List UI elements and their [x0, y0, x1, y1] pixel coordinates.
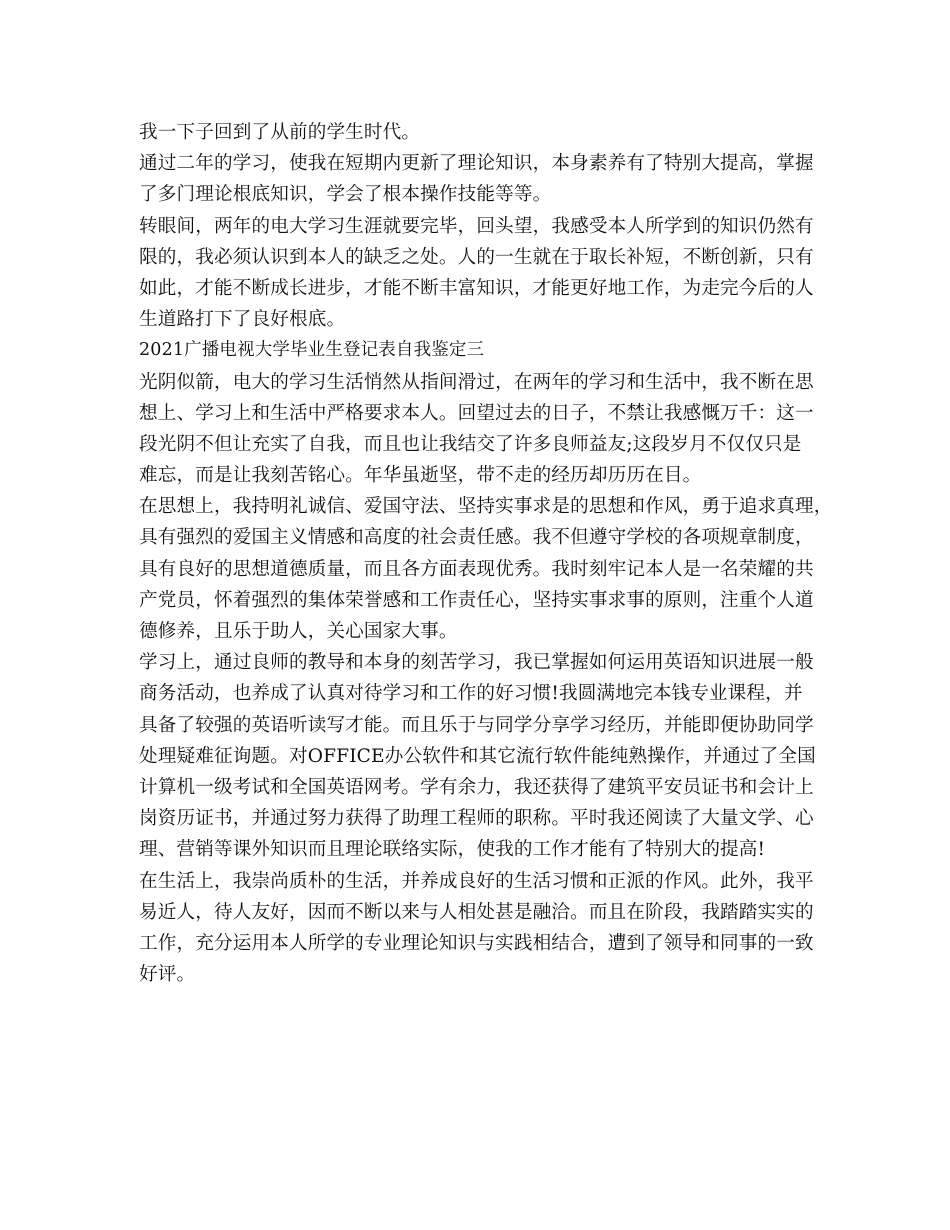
text-line: 德修养，且乐于助人，关心国家大事。 [139, 621, 458, 642]
text-line: 了多门理论根底知识，学会了根本操作技能等等。 [139, 184, 552, 206]
text-line: 段光阴不但让充实了自我，而且也让我结交了许多良师益友;这段岁月不仅仅只是 [139, 433, 802, 455]
text-line: 具有良好的思想道德质量，而且各方面表现优秀。我时刻牢记本人是一名荣耀的共 [139, 558, 814, 580]
text-line: 通过二年的学习，使我在短期内更新了理论知识，本身素养有了特别大提高，掌握 [139, 153, 814, 175]
text-line: 产党员，怀着强烈的集体荣誉感和工作责任心，坚持实事求事的原则，注重个人道 [139, 589, 814, 611]
text-line: 具有强烈的爱国主义情感和高度的社会责任感。我不但遵守学校的各项规章制度， [139, 527, 814, 549]
text-line: 商务活动，也养成了认真对待学习和工作的好习惯!我圆满地完本钱专业课程，并 [139, 683, 803, 705]
text-line: 处理疑难征询题。对OFFICE办公软件和其它流行软件能纯熟操作，并通过了全国 [139, 745, 816, 767]
text-line: 限的，我必须认识到本人的缺乏之处。人的一生就在于取长补短，不断创新，只有 [139, 246, 814, 268]
text-line: 学习上，通过良师的教导和本身的刻苦学习，我已掌握如何运用英语知识进展一般 [139, 652, 814, 674]
text-line: 生道路打下了良好根底。 [139, 309, 346, 331]
text-line: 转眼间，两年的电大学习生涯就要完毕，回头望，我感受本人所学到的知识仍然有 [139, 215, 814, 237]
text-line: 在思想上，我持明礼诚信、爱国守法、坚持实事求是的思想和作风，勇于追求真理， [139, 496, 833, 518]
text-line: 难忘，而是让我刻苦铭心。年华虽逝坚，带不走的经历却历历在目。 [139, 465, 702, 487]
text-line: 具备了较强的英语听读写才能。而且乐于与同学分享学习经历，并能即便协助同学 [139, 714, 814, 736]
text-line: 工作，充分运用本人所学的专业理论知识与实践相结合，遭到了领导和同事的一致 [139, 932, 814, 954]
text-line: 易近人，待人友好，因而不断以来与人相处甚是融洽。而且在阶段，我踏踏实实的 [139, 901, 814, 923]
text-line: 光阴似箭，电大的学习生活悄然从指间滑过，在两年的学习和生活中，我不断在思 [139, 371, 814, 393]
text-line: 计算机一级考试和全国英语网考。学有余力，我还获得了建筑平安员证书和会计上 [139, 776, 814, 798]
text-line: 我一下子回到了从前的学生时代。 [139, 122, 421, 143]
text-line: 理、营销等课外知识而且理论联络实际，使我的工作才能有了特别大的提高! [139, 839, 766, 861]
text-line: 好评。 [139, 964, 196, 986]
text-line: 想上、学习上和生活中严格要求本人。回望过去的日子，不禁让我感慨万千：这一 [139, 402, 814, 424]
document-body [139, 117, 833, 990]
text-line: 如此，才能不断成长进步，才能不断丰富知识，才能更好地工作，为走完今后的人 [139, 277, 814, 299]
text-line: 岗资历证书，并通过努力获得了助理工程师的职称。平时我还阅读了大量文学、心 [139, 808, 814, 830]
section-heading: 2021广播电视大学毕业生登记表自我鉴定三 [139, 340, 485, 361]
text-line: 在生活上，我崇尚质朴的生活，并养成良好的生活习惯和正派的作风。此外，我平 [139, 870, 814, 892]
